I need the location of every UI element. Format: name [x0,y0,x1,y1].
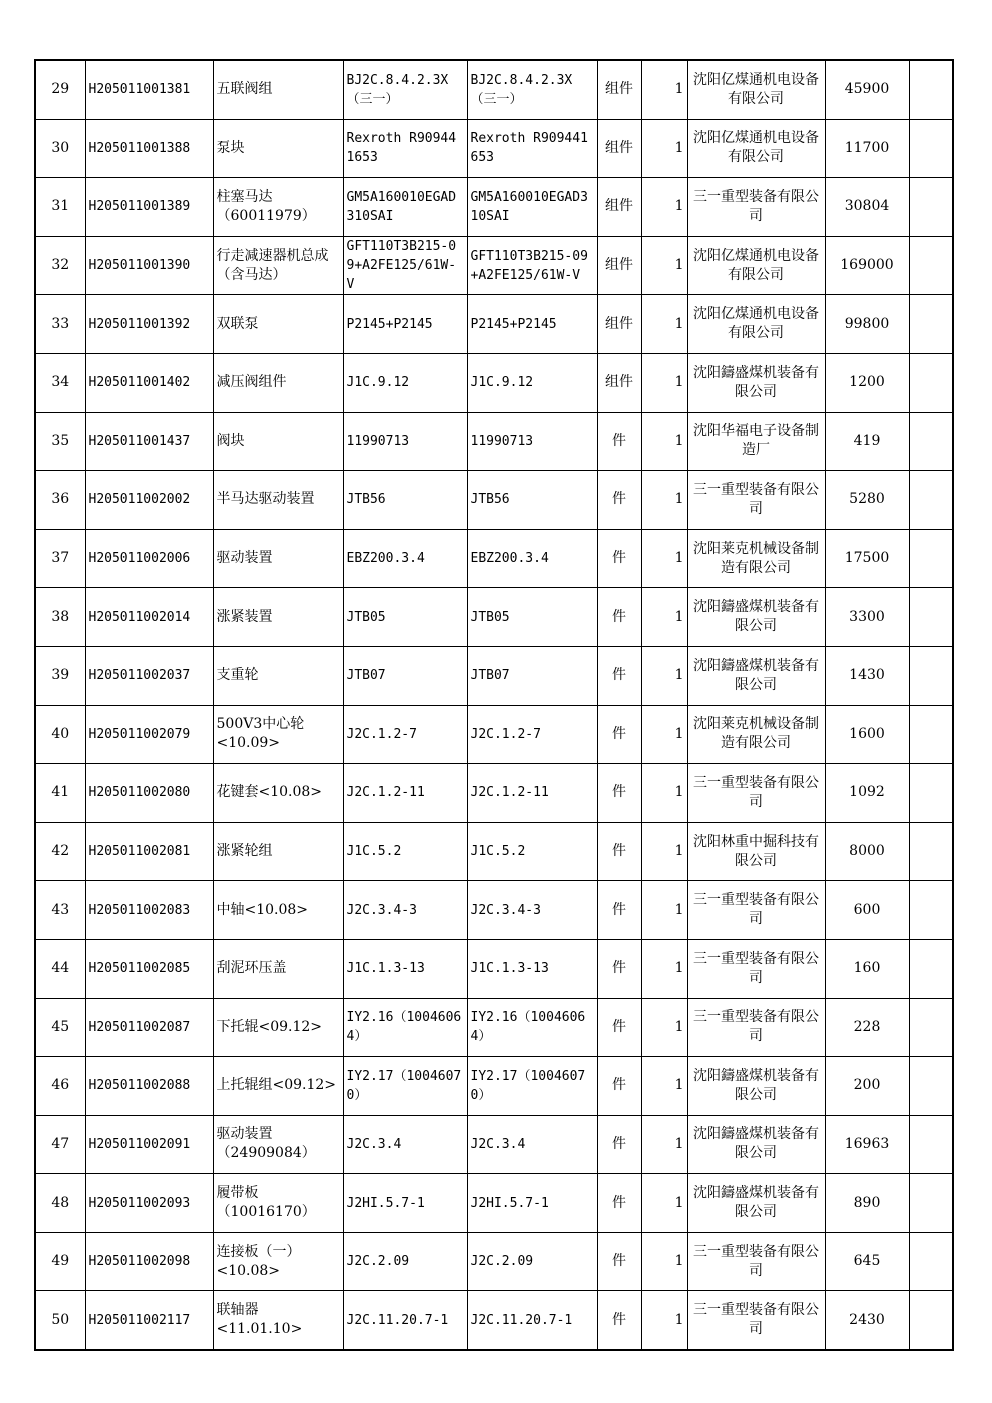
supplier-cell: 沈阳鑄盛煤机装备有限公司 [687,1174,825,1233]
price-cell: 169000 [825,236,909,295]
row-number-cell: 32 [35,236,85,295]
row-number-cell: 36 [35,471,85,530]
part-name-cell: 涨紧装置 [213,588,343,647]
table-row [35,1232,953,1291]
spec-drawing-cell: P2145+P2145 [467,295,597,354]
spec-model-cell: J2C.11.20.7-1 [343,1291,467,1350]
part-name-cell: 刮泥环压盖 [213,939,343,998]
part-name-cell: 阀块 [213,412,343,471]
quantity-cell: 1 [641,1174,687,1233]
table-row [35,1291,953,1350]
table-row [35,471,953,530]
quantity-cell: 1 [641,60,687,119]
unit-cell: 件 [597,1057,641,1116]
price-cell: 17500 [825,529,909,588]
quantity-cell: 1 [641,764,687,823]
material-code-cell: H205011001402 [85,353,213,412]
supplier-cell: 三一重型装备有限公司 [687,178,825,237]
row-number-cell: 31 [35,178,85,237]
remark-cell [909,236,953,295]
part-name-cell: 下托辊<09.12> [213,998,343,1057]
remark-cell [909,295,953,354]
price-cell: 11700 [825,119,909,178]
unit-cell: 件 [597,764,641,823]
spec-drawing-cell: J2C.1.2-7 [467,705,597,764]
supplier-cell: 三一重型装备有限公司 [687,764,825,823]
quantity-cell: 1 [641,236,687,295]
row-number-cell: 29 [35,60,85,119]
supplier-cell: 三一重型装备有限公司 [687,881,825,940]
row-number-cell: 33 [35,295,85,354]
table-row [35,1115,953,1174]
quantity-cell: 1 [641,1057,687,1116]
price-cell: 1200 [825,353,909,412]
spec-model-cell: JTB56 [343,471,467,530]
unit-cell: 组件 [597,295,641,354]
supplier-cell: 三一重型装备有限公司 [687,471,825,530]
price-cell: 99800 [825,295,909,354]
material-code-cell: H205011002091 [85,1115,213,1174]
row-number-cell: 40 [35,705,85,764]
material-code-cell: H205011002088 [85,1057,213,1116]
spec-model-cell: J1C.9.12 [343,353,467,412]
material-code-cell: H205011002117 [85,1291,213,1350]
supplier-cell: 沈阳鑄盛煤机装备有限公司 [687,1115,825,1174]
part-name-cell: 联轴器<11.01.10> [213,1291,343,1350]
spec-model-cell: GM5A160010EGAD310SAI [343,178,467,237]
material-code-cell: H205011001392 [85,295,213,354]
supplier-cell: 沈阳鑄盛煤机装备有限公司 [687,646,825,705]
price-cell: 228 [825,998,909,1057]
unit-cell: 件 [597,998,641,1057]
price-cell: 600 [825,881,909,940]
spec-drawing-cell: JTB07 [467,646,597,705]
row-number-cell: 37 [35,529,85,588]
spec-drawing-cell: J2C.2.09 [467,1232,597,1291]
remark-cell [909,764,953,823]
part-name-cell: 中轴<10.08> [213,881,343,940]
row-number-cell: 35 [35,412,85,471]
table-row [35,1174,953,1233]
price-cell: 8000 [825,822,909,881]
spec-drawing-cell: J1C.9.12 [467,353,597,412]
part-name-cell: 减压阀组件 [213,353,343,412]
table-row [35,295,953,354]
spec-drawing-cell: J2C.3.4-3 [467,881,597,940]
spec-drawing-cell: JTB05 [467,588,597,647]
spec-drawing-cell: GFT110T3B215-09+A2FE125/61W-V [467,236,597,295]
row-number-cell: 44 [35,939,85,998]
price-cell: 30804 [825,178,909,237]
table-row [35,60,953,119]
supplier-cell: 沈阳莱克机械设备制造有限公司 [687,705,825,764]
part-name-cell: 500V3中心轮<10.09> [213,705,343,764]
quantity-cell: 1 [641,881,687,940]
part-name-cell: 泵块 [213,119,343,178]
supplier-cell: 沈阳鑄盛煤机装备有限公司 [687,588,825,647]
part-name-cell: 双联泵 [213,295,343,354]
table-row [35,705,953,764]
row-number-cell: 39 [35,646,85,705]
quantity-cell: 1 [641,822,687,881]
supplier-cell: 沈阳莱克机械设备制造有限公司 [687,529,825,588]
spec-model-cell: J1C.1.3-13 [343,939,467,998]
quantity-cell: 1 [641,353,687,412]
spec-drawing-cell: GM5A160010EGAD310SAI [467,178,597,237]
supplier-cell: 沈阳林重中掘科技有限公司 [687,822,825,881]
quantity-cell: 1 [641,529,687,588]
price-cell: 1092 [825,764,909,823]
material-code-cell: H205011001390 [85,236,213,295]
quantity-cell: 1 [641,998,687,1057]
table-row [35,588,953,647]
price-cell: 419 [825,412,909,471]
table-row [35,881,953,940]
material-code-cell: H205011002087 [85,998,213,1057]
remark-cell [909,529,953,588]
spec-drawing-cell: J1C.1.3-13 [467,939,597,998]
quantity-cell: 1 [641,705,687,764]
spec-model-cell: J2C.1.2-7 [343,705,467,764]
part-name-cell: 驱动装置（24909084） [213,1115,343,1174]
material-code-cell: H205011001381 [85,60,213,119]
supplier-cell: 三一重型装备有限公司 [687,998,825,1057]
spec-model-cell: JTB07 [343,646,467,705]
part-name-cell: 上托辊组<09.12> [213,1057,343,1116]
row-number-cell: 43 [35,881,85,940]
spec-model-cell: J2C.3.4 [343,1115,467,1174]
material-code-cell: H205011001389 [85,178,213,237]
row-number-cell: 38 [35,588,85,647]
material-code-cell: H205011001388 [85,119,213,178]
remark-cell [909,998,953,1057]
part-name-cell: 行走减速器机总成（含马达） [213,236,343,295]
material-code-cell: H205011002093 [85,1174,213,1233]
quantity-cell: 1 [641,178,687,237]
unit-cell: 组件 [597,60,641,119]
price-cell: 200 [825,1057,909,1116]
unit-cell: 组件 [597,353,641,412]
remark-cell [909,60,953,119]
quantity-cell: 1 [641,119,687,178]
price-cell: 16963 [825,1115,909,1174]
row-number-cell: 46 [35,1057,85,1116]
spec-model-cell: Rexroth R909441653 [343,119,467,178]
remark-cell [909,822,953,881]
part-name-cell: 五联阀组 [213,60,343,119]
quantity-cell: 1 [641,412,687,471]
quantity-cell: 1 [641,471,687,530]
unit-cell: 件 [597,1174,641,1233]
remark-cell [909,412,953,471]
quantity-cell: 1 [641,1232,687,1291]
supplier-cell: 沈阳华福电子设备制造厂 [687,412,825,471]
unit-cell: 件 [597,822,641,881]
spec-model-cell: J2HI.5.7-1 [343,1174,467,1233]
part-name-cell: 花键套<10.08> [213,764,343,823]
remark-cell [909,1232,953,1291]
spec-model-cell: J2C.3.4-3 [343,881,467,940]
unit-cell: 件 [597,939,641,998]
row-number-cell: 30 [35,119,85,178]
material-code-cell: H205011002002 [85,471,213,530]
quantity-cell: 1 [641,588,687,647]
part-name-cell: 连接板（一）<10.08> [213,1232,343,1291]
material-code-cell: H205011002037 [85,646,213,705]
spec-drawing-cell: J2C.3.4 [467,1115,597,1174]
remark-cell [909,588,953,647]
unit-cell: 件 [597,471,641,530]
row-number-cell: 41 [35,764,85,823]
supplier-cell: 三一重型装备有限公司 [687,1291,825,1350]
price-cell: 1430 [825,646,909,705]
price-cell: 3300 [825,588,909,647]
quantity-cell: 1 [641,1291,687,1350]
supplier-cell: 三一重型装备有限公司 [687,1232,825,1291]
unit-cell: 件 [597,705,641,764]
spec-drawing-cell: J2C.11.20.7-1 [467,1291,597,1350]
material-code-cell: H205011002006 [85,529,213,588]
row-number-cell: 49 [35,1232,85,1291]
supplier-cell: 沈阳鑄盛煤机装备有限公司 [687,1057,825,1116]
table-row [35,1057,953,1116]
spec-drawing-cell: Rexroth R909441653 [467,119,597,178]
supplier-cell: 沈阳鑄盛煤机装备有限公司 [687,353,825,412]
material-code-cell: H205011002098 [85,1232,213,1291]
supplier-cell: 沈阳亿煤通机电设备有限公司 [687,295,825,354]
table-row [35,998,953,1057]
remark-cell [909,1057,953,1116]
spec-drawing-cell: 11990713 [467,412,597,471]
remark-cell [909,646,953,705]
table-row [35,353,953,412]
price-cell: 5280 [825,471,909,530]
spec-model-cell: EBZ200.3.4 [343,529,467,588]
part-name-cell: 履带板（10016170） [213,1174,343,1233]
spec-drawing-cell: IY2.17（10046070） [467,1057,597,1116]
remark-cell [909,881,953,940]
parts-table [34,59,954,1351]
spec-model-cell: JTB05 [343,588,467,647]
remark-cell [909,353,953,412]
unit-cell: 组件 [597,178,641,237]
spec-model-cell: P2145+P2145 [343,295,467,354]
table-row [35,529,953,588]
spec-drawing-cell: EBZ200.3.4 [467,529,597,588]
remark-cell [909,705,953,764]
row-number-cell: 42 [35,822,85,881]
unit-cell: 件 [597,646,641,705]
quantity-cell: 1 [641,1115,687,1174]
unit-cell: 件 [597,881,641,940]
table-row [35,119,953,178]
table-row [35,822,953,881]
remark-cell [909,471,953,530]
spec-model-cell: IY2.16（10046064） [343,998,467,1057]
material-code-cell: H205011002079 [85,705,213,764]
material-code-cell: H205011002085 [85,939,213,998]
unit-cell: 件 [597,1232,641,1291]
unit-cell: 件 [597,1291,641,1350]
remark-cell [909,119,953,178]
row-number-cell: 45 [35,998,85,1057]
supplier-cell: 三一重型装备有限公司 [687,939,825,998]
unit-cell: 件 [597,1115,641,1174]
spec-model-cell: BJ2C.8.4.2.3X（三一） [343,60,467,119]
material-code-cell: H205011002014 [85,588,213,647]
spec-model-cell: GFT110T3B215-09+A2FE125/61W-V [343,236,467,295]
unit-cell: 件 [597,412,641,471]
remark-cell [909,1115,953,1174]
table-row [35,236,953,295]
price-cell: 645 [825,1232,909,1291]
row-number-cell: 48 [35,1174,85,1233]
table-body [35,60,953,1350]
spec-model-cell: J2C.2.09 [343,1232,467,1291]
price-cell: 1600 [825,705,909,764]
remark-cell [909,1174,953,1233]
table-row [35,939,953,998]
spec-drawing-cell: J2HI.5.7-1 [467,1174,597,1233]
quantity-cell: 1 [641,939,687,998]
row-number-cell: 34 [35,353,85,412]
row-number-cell: 50 [35,1291,85,1350]
part-name-cell: 柱塞马达（60011979） [213,178,343,237]
unit-cell: 组件 [597,236,641,295]
spec-model-cell: J1C.5.2 [343,822,467,881]
quantity-cell: 1 [641,295,687,354]
price-cell: 890 [825,1174,909,1233]
spec-drawing-cell: J1C.5.2 [467,822,597,881]
table-row [35,646,953,705]
spec-model-cell: IY2.17（10046070） [343,1057,467,1116]
part-name-cell: 半马达驱动装置 [213,471,343,530]
price-cell: 45900 [825,60,909,119]
price-cell: 2430 [825,1291,909,1350]
part-name-cell: 驱动装置 [213,529,343,588]
remark-cell [909,178,953,237]
spec-drawing-cell: JTB56 [467,471,597,530]
table-row [35,764,953,823]
material-code-cell: H205011002080 [85,764,213,823]
quantity-cell: 1 [641,646,687,705]
spec-drawing-cell: J2C.1.2-11 [467,764,597,823]
material-code-cell: H205011002083 [85,881,213,940]
spec-drawing-cell: IY2.16（10046064） [467,998,597,1057]
material-code-cell: H205011001437 [85,412,213,471]
part-name-cell: 支重轮 [213,646,343,705]
part-name-cell: 涨紧轮组 [213,822,343,881]
table-row [35,178,953,237]
unit-cell: 件 [597,588,641,647]
row-number-cell: 47 [35,1115,85,1174]
table-row [35,412,953,471]
spec-drawing-cell: BJ2C.8.4.2.3X（三一） [467,60,597,119]
remark-cell [909,1291,953,1350]
remark-cell [909,939,953,998]
unit-cell: 件 [597,529,641,588]
price-cell: 160 [825,939,909,998]
supplier-cell: 沈阳亿煤通机电设备有限公司 [687,119,825,178]
material-code-cell: H205011002081 [85,822,213,881]
spec-model-cell: J2C.1.2-11 [343,764,467,823]
supplier-cell: 沈阳亿煤通机电设备有限公司 [687,60,825,119]
spec-model-cell: 11990713 [343,412,467,471]
supplier-cell: 沈阳亿煤通机电设备有限公司 [687,236,825,295]
unit-cell: 组件 [597,119,641,178]
